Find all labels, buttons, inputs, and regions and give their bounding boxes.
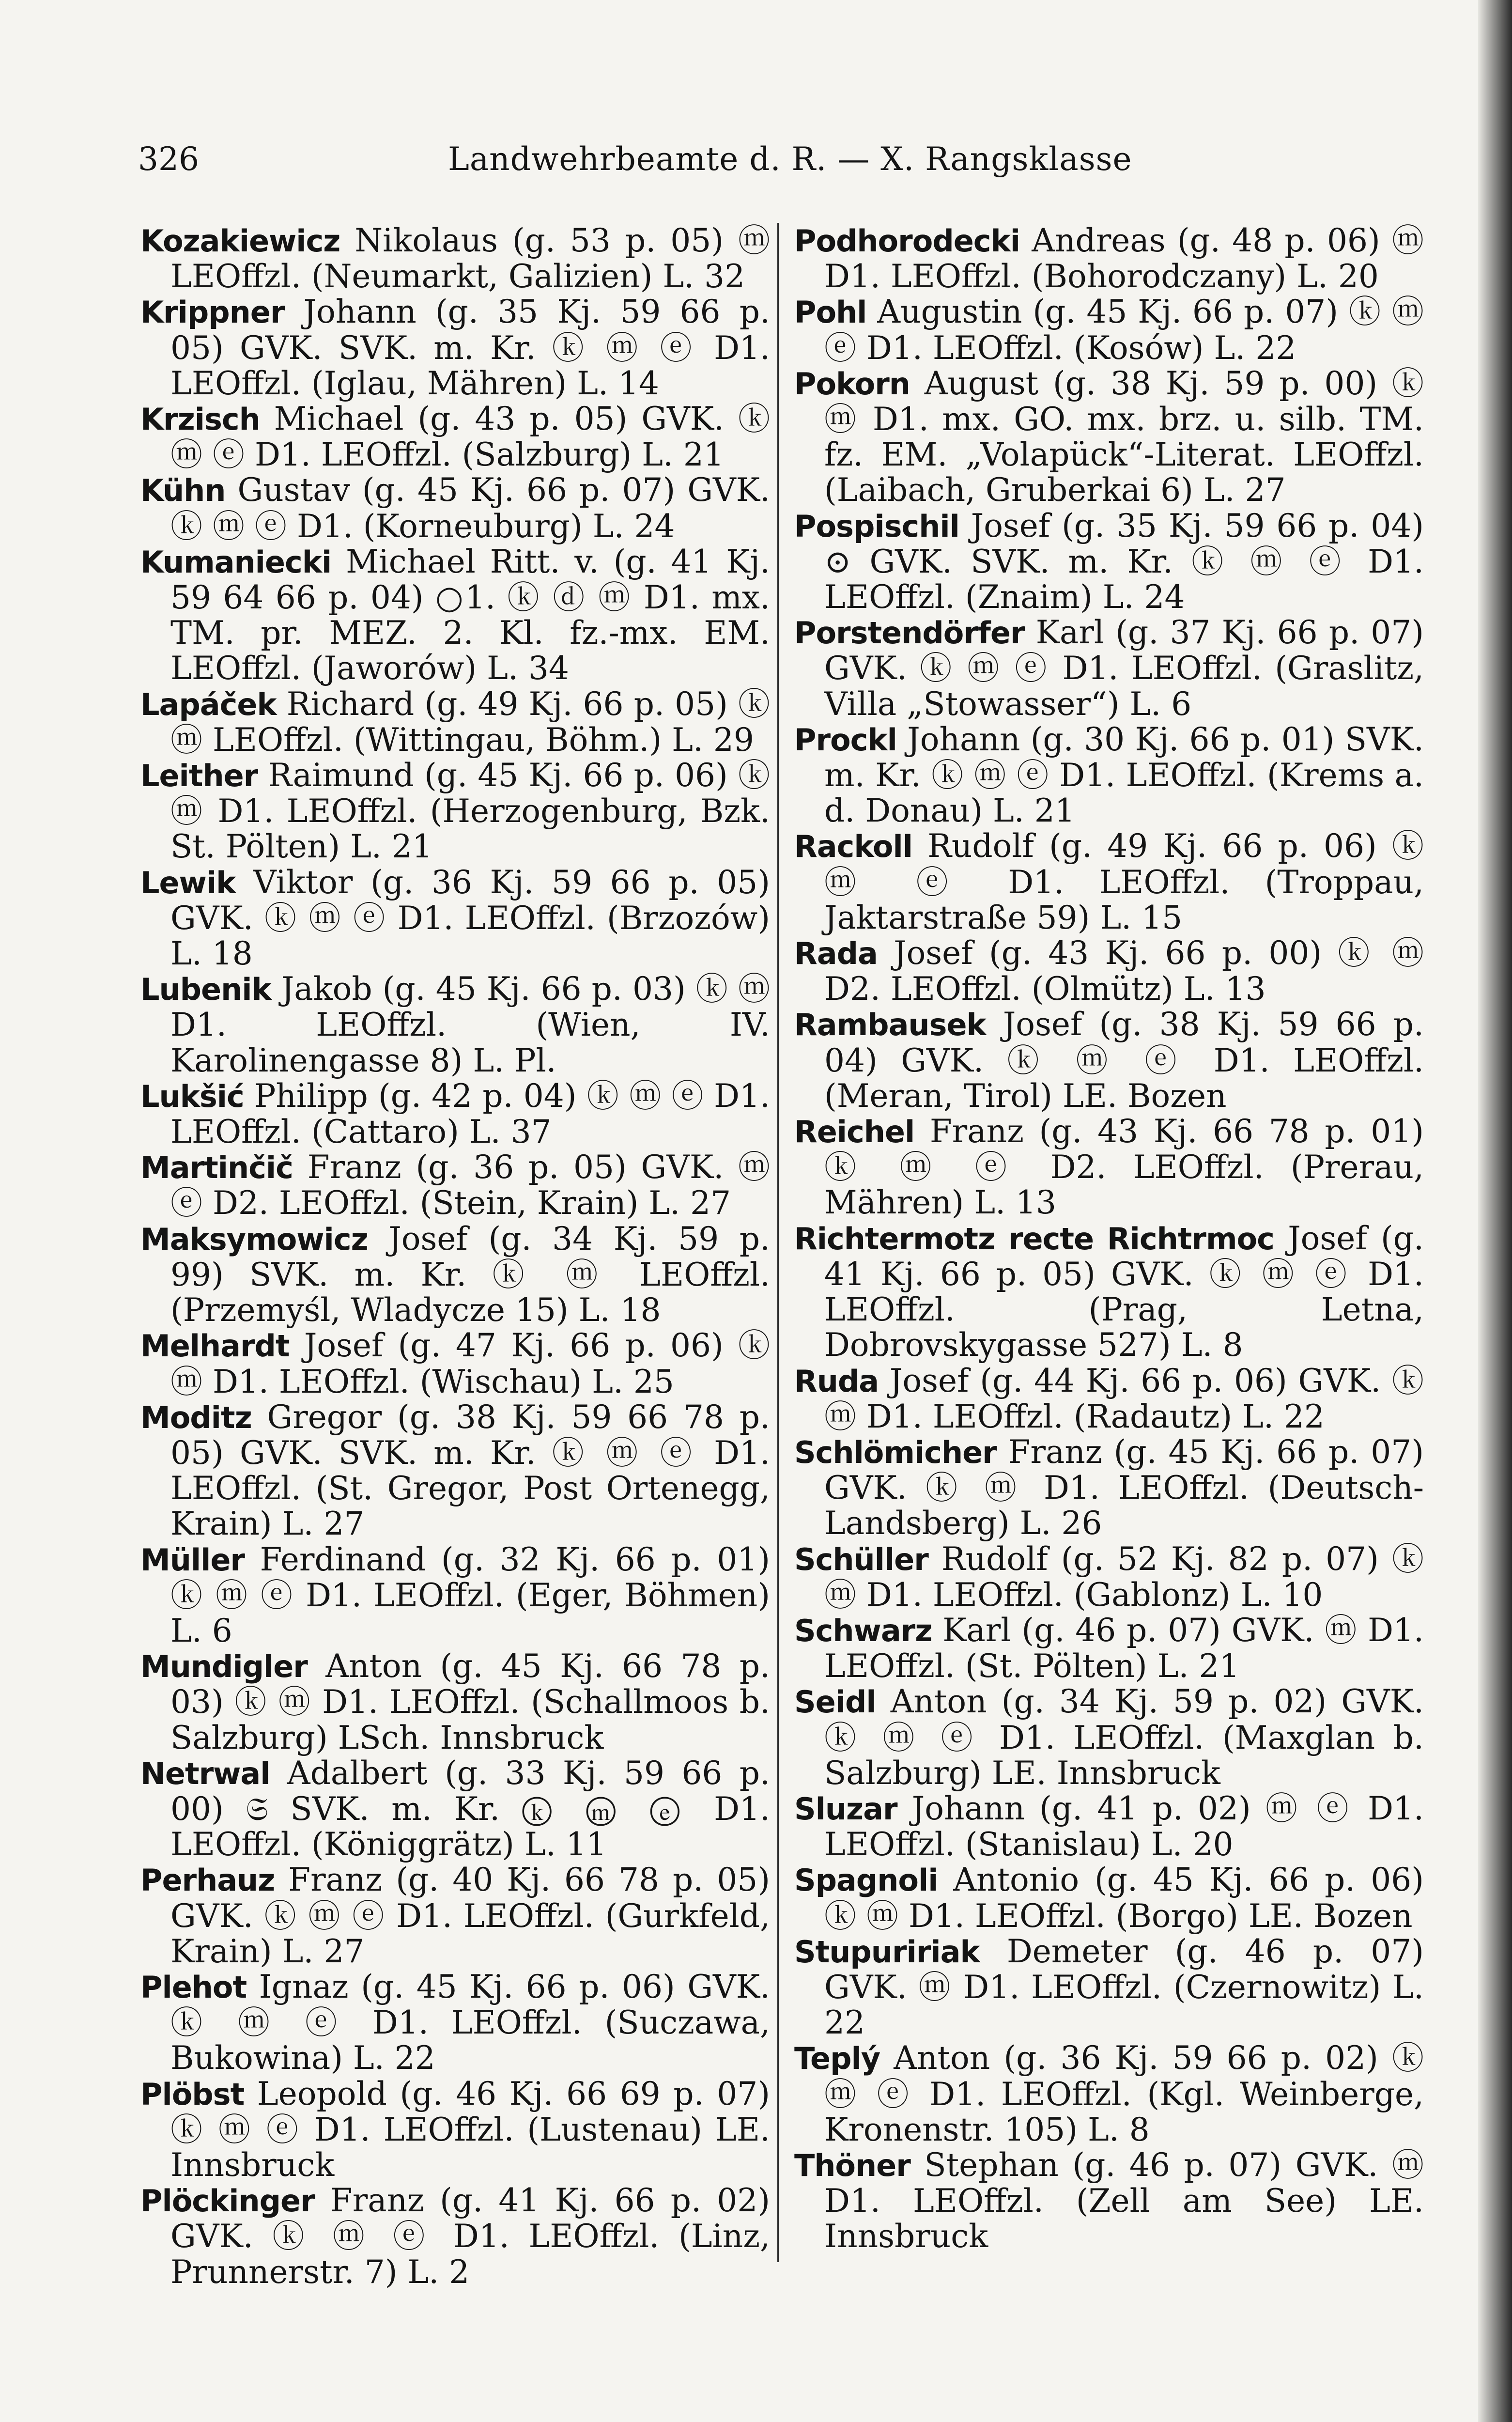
entry-surname: Schwarz xyxy=(794,1613,932,1648)
entry-details: Anton (g. 36 Kj. 59 66 p. 02) ⓚ ⓜ ⓔ D1. LEOffzl. (Kgl. Weinberge, Kronenstr. 105) L. 8 xyxy=(824,2039,1424,2148)
entry-details: Jakob (g. 45 Kj. 66 p. 03) ⓚ ⓜ D1. LEOffzl. (Wien, IV. Karolinengasse 8) L. Pl. xyxy=(170,970,770,1079)
entry-details: Augustin (g. 45 Kj. 66 p. 07) ⓚ ⓜ ⓔ D1. LEOffzl. (Kosów) L. 22 xyxy=(824,293,1424,367)
entry-surname: Lapáček xyxy=(140,686,277,722)
column-divider xyxy=(777,223,779,2262)
register-entry xyxy=(140,758,770,865)
entry-details: Rudolf (g. 52 Kj. 82 p. 07) ⓚ ⓜ D1. LEOffzl. (Gablonz) L. 10 xyxy=(824,1540,1424,1614)
register-entry xyxy=(140,544,770,686)
entry-surname: Porstendörfer xyxy=(794,615,1025,651)
entry-surname: Schlömicher xyxy=(794,1434,997,1470)
entry-surname: Rambausek xyxy=(794,1007,986,1043)
running-title: Landwehrbeamte d. R. — X. Rangsklasse xyxy=(448,140,1132,178)
register-entry xyxy=(794,1541,1424,1613)
entry-surname: Lukšić xyxy=(140,1078,244,1114)
entry-details: Leopold (g. 46 Kj. 66 69 p. 07) ⓚ ⓜ ⓔ D1. LEOffzl. (Lustenau) LE. Innsbruck xyxy=(170,2075,770,2184)
register-entry xyxy=(140,1542,770,1649)
entry-details: Stephan (g. 46 p. 07) GVK. ⓜ D1. LEOffzl. (Zell am See) LE. Innsbruck xyxy=(824,2146,1424,2255)
entry-surname: Podhorodecki xyxy=(794,223,1020,259)
entry-details: Michael Ritt. v. (g. 41 Kj. 59 64 66 p. 04) ○1. ⓚ ⓓ ⓜ D1. mx. TM. pr. MEZ. 2. Kl. fz.-mx. EM. LEOffzl. (Jaworów) L. 34 xyxy=(170,543,770,687)
register-entry xyxy=(794,1684,1424,1791)
entry-details: Philipp (g. 42 p. 04) ⓚ ⓜ ⓔ D1. LEOffzl. (Cattaro) L. 37 xyxy=(170,1077,770,1151)
register-entry xyxy=(794,223,1424,294)
entry-surname: Teplý xyxy=(794,2041,880,2077)
entry-details: Ignaz (g. 45 Kj. 66 p. 06) GVK. ⓚ ⓜ ⓔ D1. LEOffzl. (Suczawa, Bukowina) L. 22 xyxy=(170,1968,770,2077)
entry-details: August (g. 38 Kj. 59 p. 00) ⓚ ⓜ D1. mx. GO. mx. brz. u. silb. TM. fz. EM. „Volapück“-Literat. LEOffzl. (Laibach, Gruberkai 6) L. 27 xyxy=(824,364,1424,509)
entry-surname: Lewik xyxy=(140,865,236,900)
entry-details: Franz (g. 40 Kj. 66 78 p. 05) GVK. ⓚ ⓜ ⓔ D1. LEOffzl. (Gurkfeld, Krain) L. 27 xyxy=(170,1861,770,1970)
entry-surname: Richtermotz recte Richtrmoc xyxy=(794,1221,1274,1257)
entry-details: Viktor (g. 36 Kj. 59 66 p. 05) GVK. ⓚ ⓜ ⓔ D1. LEOffzl. (Brzozów) L. 18 xyxy=(170,863,770,973)
register-entry xyxy=(794,1114,1424,1221)
page-edge-shadow xyxy=(1478,0,1512,2422)
register-entry xyxy=(794,1007,1424,1114)
entry-details: Johann (g. 41 p. 02) ⓜ ⓔ D1. LEOffzl. (Stanislau) L. 20 xyxy=(824,1789,1424,1863)
entry-surname: Plehot xyxy=(140,1969,247,2005)
entry-surname: Plöckinger xyxy=(140,2183,315,2219)
entry-details: Raimund (g. 45 Kj. 66 p. 06) ⓚ ⓜ D1. LEOffzl. (Herzogenburg, Bzk. St. Pölten) L. 21 xyxy=(170,757,770,866)
entry-details: Karl (g. 37 Kj. 66 p. 07) GVK. ⓚ ⓜ ⓔ D1. LEOffzl. (Graslitz, Villa „Stowasser“) L. 6 xyxy=(824,614,1424,723)
entry-details: Franz (g. 41 Kj. 66 p. 02) GVK. ⓚ ⓜ ⓔ D1. LEOffzl. (Linz, Prunnerstr. 7) L. 2 xyxy=(170,2182,770,2291)
register-entry xyxy=(794,828,1424,935)
entry-surname: Schüller xyxy=(794,1541,928,1577)
entry-surname: Ruda xyxy=(794,1363,879,1399)
register-entry xyxy=(140,472,770,543)
register-entry xyxy=(140,2076,770,2183)
register-entry xyxy=(794,508,1424,615)
entry-details: Franz (g. 45 Kj. 66 p. 07) GVK. ⓚ ⓜ D1. LEOffzl. (Deutsch-Landsberg) L. 26 xyxy=(824,1433,1424,1542)
entry-surname: Krippner xyxy=(140,295,285,330)
entry-details: Josef (g. 34 Kj. 59 p. 99) SVK. m. Kr. ⓚ ⓜ LEOffzl. (Przemyśl, Wladycze 15) L. 18 xyxy=(170,1220,770,1329)
entry-details: Gregor (g. 38 Kj. 59 66 78 p. 05) GVK. SVK. m. Kr. ⓚ ⓜ ⓔ D1. LEOffzl. (St. Gregor, Post Ortenegg, Krain) L. 27 xyxy=(170,1398,770,1543)
register-entry xyxy=(794,1613,1424,1684)
entry-details: Andreas (g. 48 p. 06) ⓜ D1. LEOffzl. (Bohorodczany) L. 20 xyxy=(824,222,1424,295)
register-entry xyxy=(140,1328,770,1399)
entry-surname: Sluzar xyxy=(794,1791,897,1827)
register-entry xyxy=(140,1862,770,1969)
entry-details: Anton (g. 45 Kj. 66 78 p. 03) ⓚ ⓜ D1. LEOffzl. (Schallmoos b. Salzburg) LSch. Innsbruck xyxy=(170,1647,770,1756)
register-entry xyxy=(140,1399,770,1542)
register-entry xyxy=(140,1221,770,1328)
register-entry xyxy=(794,366,1424,508)
entry-surname: Pospischil xyxy=(794,508,959,544)
entry-surname: Prockl xyxy=(794,722,897,758)
register-entry xyxy=(794,2147,1424,2254)
entry-surname: Mundigler xyxy=(140,1649,308,1685)
entry-details: Demeter (g. 46 p. 07) GVK. ⓜ D1. LEOffzl. (Czernowitz) L. 22 xyxy=(824,1932,1424,2042)
entry-details: Ferdinand (g. 32 Kj. 66 p. 01) ⓚ ⓜ ⓔ D1. LEOffzl. (Eger, Böhmen) L. 6 xyxy=(170,1540,770,1649)
entry-details: Josef (g. 35 Kj. 59 66 p. 04) ⊙ GVK. SVK. m. Kr. ⓚ ⓜ ⓔ D1. LEOffzl. (Znaim) L. 24 xyxy=(824,507,1424,616)
register-entry xyxy=(140,865,770,972)
entry-surname: Martinčič xyxy=(140,1150,293,1186)
entry-details: Johann (g. 30 Kj. 66 p. 01) SVK. m. Kr. ⓚ ⓜ ⓔ D1. LEOffzl. (Krems a. d. Donau) L. 21 xyxy=(824,720,1424,830)
entry-surname: Moditz xyxy=(140,1399,252,1435)
right-column xyxy=(794,223,1424,2254)
entry-details: Josef (g. 43 Kj. 66 p. 00) ⓚ ⓜ D2. LEOffzl. (Olmütz) L. 13 xyxy=(824,934,1424,1008)
entry-details: Gustav (g. 45 Kj. 66 p. 07) GVK. ⓚ ⓜ ⓔ D1. (Korneuburg) L. 24 xyxy=(170,471,770,545)
register-entry xyxy=(794,1934,1424,2041)
entry-details: Franz (g. 43 Kj. 66 78 p. 01) ⓚ ⓜ ⓔ D2. LEOffzl. (Prerau, Mähren) L. 13 xyxy=(824,1113,1424,1222)
entry-details: Josef (g. 47 Kj. 66 p. 06) ⓚ ⓜ D1. LEOffzl. (Wischau) L. 25 xyxy=(170,1327,770,1400)
entry-surname: Kumaniecki xyxy=(140,544,332,580)
entry-surname: Müller xyxy=(140,1542,245,1578)
entry-details: Karl (g. 46 p. 07) GVK. ⓜ D1. LEOffzl. (St. Pölten) L. 21 xyxy=(824,1611,1424,1685)
register-entry xyxy=(794,1221,1424,1363)
entry-surname: Netrwal xyxy=(140,1755,270,1791)
register-entry xyxy=(140,1969,770,2076)
register-entry xyxy=(794,2040,1424,2147)
page-header xyxy=(138,140,1132,189)
entry-details: Josef (g. 38 Kj. 59 66 p. 04) GVK. ⓚ ⓜ ⓔ D1. LEOffzl. (Meran, Tirol) LE. Bozen xyxy=(824,1006,1424,1115)
entry-surname: Rada xyxy=(794,936,878,972)
register-entry xyxy=(794,615,1424,722)
register-entry xyxy=(794,722,1424,829)
page-number: 326 xyxy=(138,140,199,178)
entry-details: Anton (g. 34 Kj. 59 p. 02) GVK. ⓚ ⓜ ⓔ D1. LEOffzl. (Maxglan b. Salzburg) LE. Innsbruck xyxy=(824,1683,1424,1792)
entry-details: Franz (g. 36 p. 05) GVK. ⓜ ⓔ D2. LEOffzl. (Stein, Krain) L. 27 xyxy=(170,1149,770,1222)
register-entry xyxy=(140,686,770,758)
entry-surname: Pohl xyxy=(794,295,867,330)
entry-details: Rudolf (g. 49 Kj. 66 p. 06) ⓚ ⓜ ⓔ D1. LEOffzl. (Troppau, Jaktarstraße 59) L. 15 xyxy=(824,827,1424,936)
register-entry xyxy=(140,294,770,401)
entry-details: Antonio (g. 45 Kj. 66 p. 06) ⓚ ⓜ D1. LEOffzl. (Borgo) LE. Bozen xyxy=(824,1861,1424,1935)
register-entry xyxy=(794,1791,1424,1862)
register-entry xyxy=(140,2183,770,2290)
entry-surname: Melhardt xyxy=(140,1328,290,1364)
entry-surname: Maksymowicz xyxy=(140,1221,368,1257)
register-entry xyxy=(140,223,770,294)
register-entry xyxy=(794,1862,1424,1933)
register-entry xyxy=(794,1363,1424,1434)
register-entry xyxy=(140,1078,770,1149)
register-entry xyxy=(140,1149,770,1221)
entry-surname: Kühn xyxy=(140,473,226,509)
register-entry xyxy=(140,401,770,472)
entry-surname: Perhauz xyxy=(140,1863,275,1898)
entry-surname: Plöbst xyxy=(140,2076,245,2112)
register-entry xyxy=(794,935,1424,1007)
entry-details: Josef (g. 41 Kj. 66 p. 05) GVK. ⓚ ⓜ ⓔ D1. LEOffzl. (Prag, Letna, Dobrovskygasse 527) L. 8 xyxy=(824,1219,1424,1364)
entry-surname: Reichel xyxy=(794,1114,915,1150)
entry-surname: Stupuririak xyxy=(794,1934,980,1970)
entry-surname: Thöner xyxy=(794,2147,910,2183)
entry-surname: Lubenik xyxy=(140,972,271,1008)
entry-surname: Rackoll xyxy=(794,829,912,865)
register-entry xyxy=(140,1755,770,1863)
register-entry xyxy=(140,971,770,1078)
entry-details: Nikolaus (g. 53 p. 05) ⓜ LEOffzl. (Neumarkt, Galizien) L. 32 xyxy=(170,222,770,295)
entry-details: Johann (g. 35 Kj. 59 66 p. 05) GVK. SVK. m. Kr. ⓚ ⓜ ⓔ D1. LEOffzl. (Iglau, Mähren) L. 14 xyxy=(170,293,770,402)
entry-details: Michael (g. 43 p. 05) GVK. ⓚ ⓜ ⓔ D1. LEOffzl. (Salzburg) L. 21 xyxy=(170,400,770,474)
entry-surname: Leither xyxy=(140,758,258,794)
register-entry xyxy=(794,294,1424,365)
entry-surname: Kozakiewicz xyxy=(140,223,340,259)
entry-details: Adalbert (g. 33 Kj. 59 66 p. 00) 𝔖 SVK. m. Kr. ⓚ ⓜ ⓔ D1. LEOffzl. (Königgrätz) L. 11 xyxy=(170,1754,770,1863)
entry-details: Richard (g. 49 Kj. 66 p. 05) ⓚ ⓜ LEOffzl. (Wittingau, Böhm.) L. 29 xyxy=(170,685,770,759)
entry-details: Josef (g. 44 Kj. 66 p. 06) GVK. ⓚ ⓜ D1. LEOffzl. (Radautz) L. 22 xyxy=(824,1362,1424,1435)
left-column xyxy=(140,223,770,2290)
entry-surname: Seidl xyxy=(794,1684,876,1720)
entry-surname: Pokorn xyxy=(794,366,910,402)
register-entry xyxy=(140,1648,770,1755)
entry-surname: Spagnoli xyxy=(794,1863,938,1898)
register-entry xyxy=(794,1434,1424,1541)
entry-surname: Krzisch xyxy=(140,402,260,437)
